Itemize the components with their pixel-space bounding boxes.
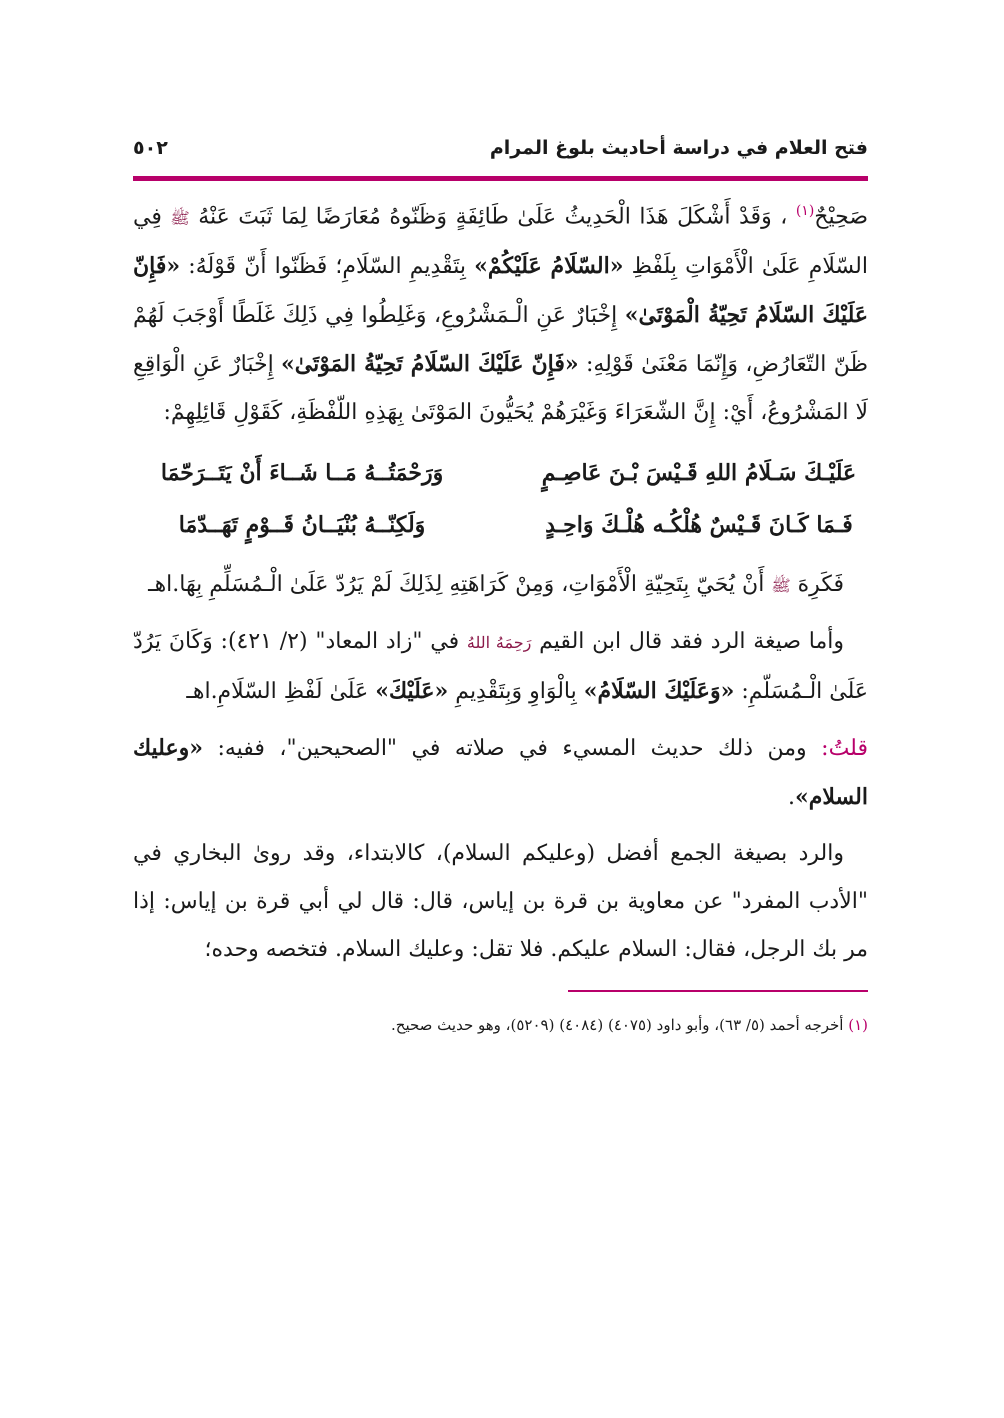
book-title: فتح العلام في دراسة أحاديث بلوغ المرام bbox=[489, 137, 868, 159]
text-span: في "زاد المعاد" (٢/ ٤٢١): وَكَانَ يَرُدّ عَلَىٰ الْـمُسَلّمِ: bbox=[133, 629, 868, 705]
text-span: إِخْبَارٌ عَنِ الْوَاقِعِ لَا المَشْرُوعُ، أَيْ: إِنَّ الشّعَرَاءَ وَغَيْرَهُمْ يُحَيُّونَ المَوْتَىٰ بِهَذِهِ اللّفْظَةِ، كَقَوْلِ قَائِلِهِمْ: bbox=[133, 352, 868, 426]
text-span: . bbox=[788, 785, 796, 811]
text-span: أَنْ يُحَيّ بِتَحِيّةِ الْأَمْوَاتِ، وَمِنْ كَرَاهَتِهِ لِذَلِكَ لَمْ يَرُدّ عَلَىٰ الْـمُسَلِّمِ بِهَا.اهـ bbox=[148, 572, 765, 598]
text-span: ، وَقَدْ أَشْكَلَ هَذَا الْحَدِيثُ عَلَىٰ طَائِفَةٍ وَظَنّوهُ مُعَارَضًا لِمَا ثَبَتَ عَنْهُ bbox=[198, 204, 788, 230]
quoted-phrase: «وعليك السلام» bbox=[133, 735, 868, 811]
quoted-phrase: «وَعَلَيْكَ السّلَامُ» bbox=[583, 678, 735, 705]
verse-second-hemistich: وَرَحْمَتُــهُ مَــا شَــاءَ أَنْ يَتَــرَحّمَا bbox=[160, 460, 444, 487]
paragraph-2 bbox=[133, 561, 868, 610]
text-span: فِي السّلَامِ عَلَىٰ الْأَمْوَاتِ بِلَفْظِ bbox=[133, 204, 868, 280]
honorific-glyph: ﷺ bbox=[170, 208, 190, 228]
quoted-phrase: «فَإِنّ عَلَيْكَ السّلَامُ تَحِيّةُ الْمَوْتَىٰ» bbox=[133, 253, 869, 329]
verse-second-hemistich: وَلَكِنّــهُ بُنْيَــانُ قَــوْمٍ تَهَــدّمَا bbox=[178, 512, 426, 539]
poem-verse bbox=[133, 447, 868, 499]
text-span: بِالْوَاوِ وَبِتَقْدِيمِ bbox=[455, 679, 577, 705]
quoted-phrase: «فَإِنّ عَلَيْكَ السّلَامُ تَحِيّةُ المَوْتَىٰ» bbox=[281, 351, 579, 378]
text-span: فَكَرِهَ bbox=[797, 572, 844, 598]
verse-first-hemistich: عَلَيْـكَ سَـلَامُ اللهِ قَـيْسَ بْـنَ عَاصِـمٍ bbox=[541, 460, 857, 487]
text-span: عَلَىٰ لَفْظِ السّلَامِ.اهـ bbox=[186, 679, 369, 705]
page-number: ٥٠٢ bbox=[133, 137, 168, 159]
text-span: صَحِيْحٌ bbox=[814, 204, 869, 230]
text-span: إِخْبَارٌ عَنِ الْـمَشْرُوعِ، وَغَلِطُوا فِي ذَلِكَ غَلَطًا أَوْجَبَ لَهُمْ ظَنّ التّعَارُضِ، وَإِنّمَا مَعْنَىٰ قَوْلِهِ: bbox=[133, 303, 868, 378]
text-span: وأما صيغة الرد فقد قال ابن القيم bbox=[539, 629, 845, 655]
page bbox=[133, 120, 868, 1038]
paragraph-4 bbox=[133, 724, 868, 822]
paragraph-5: والرد بصيغة الجمع أفضل (وعليكم السلام)، كالابتداء، وقد روىٰ البخاري في "الأدب المفرد" عن معاوية بن قرة بن إياس، قال: قال لي أبي قرة بن إياس: إذا مر بك الرجل، فقال: السلام عليكم. فلا تقل: وعليك السلام. فتخصه وحده؛ bbox=[133, 841, 868, 963]
quoted-phrase: «السّلَامُ عَلَيْكُمْ» bbox=[474, 253, 624, 280]
poem bbox=[133, 447, 868, 551]
paragraph-3 bbox=[133, 618, 868, 716]
paragraph-1 bbox=[133, 187, 868, 437]
honorific-glyph: ﷺ bbox=[771, 576, 791, 596]
quoted-phrase: «عَلَيْكَ» bbox=[375, 678, 449, 705]
footnote-rule bbox=[568, 990, 868, 992]
running-header bbox=[133, 120, 868, 176]
text-span: ومن ذلك حديث المسيء في صلاته في "الصحيحين"، ففيه: bbox=[217, 736, 807, 762]
footnote-text: أخرجه أحمد (٥/ ٦٣)، وأبو داود (٤٠٧٥) (٤٠٨٤) (٥٢٠٩)، وهو حديث صحيح. bbox=[391, 1016, 844, 1035]
text-span: بِتَقْدِيمِ السّلَامِ؛ فَظَنّوا أَنّ قَوْلَهُ: bbox=[188, 254, 466, 280]
footnote-number: (١) bbox=[848, 1016, 868, 1035]
qult-marker: قلتُ: bbox=[821, 736, 868, 762]
footnote bbox=[133, 1012, 868, 1038]
verse-first-hemistich: فَـمَا كَـانَ قَـيْسٌ هُلْكُـه هُلْـكَ وَاحِـدٍ bbox=[545, 512, 853, 539]
poem-verse bbox=[133, 499, 868, 551]
header-rule bbox=[133, 176, 868, 181]
footnote-ref[interactable]: (١) bbox=[795, 203, 815, 219]
honorific-glyph: رَحِمَهُ اللهُ bbox=[466, 633, 532, 653]
